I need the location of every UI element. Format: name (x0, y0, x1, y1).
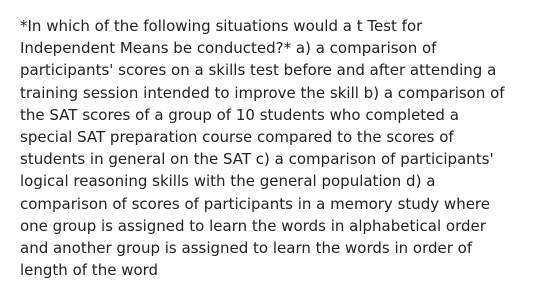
question-line: participants' scores on a skills test before and after attending a (20, 61, 497, 80)
question-line: one group is assigned to learn the words in alphabetical order (20, 216, 486, 235)
question-text (20, 15, 550, 281)
question-line: and another group is assigned to learn the words in order of (20, 238, 473, 257)
question-line: logical reasoning skills with the general population d) a (20, 172, 436, 191)
question-line: *In which of the following situations would a t Test for (20, 17, 423, 35)
question-line: length of the word (20, 261, 159, 280)
question-line: training session intended to improve the skill b) a comparison of (20, 83, 505, 102)
question-line: the SAT scores of a group of 10 students who completed a (20, 105, 459, 124)
question-line: comparison of scores of participants in a memory study where (20, 194, 491, 213)
question-line: students in general on the SAT c) a comparison of participants' (20, 150, 494, 169)
question-line: special SAT preparation course compared to the scores of (20, 127, 454, 146)
question-line: Independent Means be conducted?* a) a comparison of (20, 39, 437, 58)
